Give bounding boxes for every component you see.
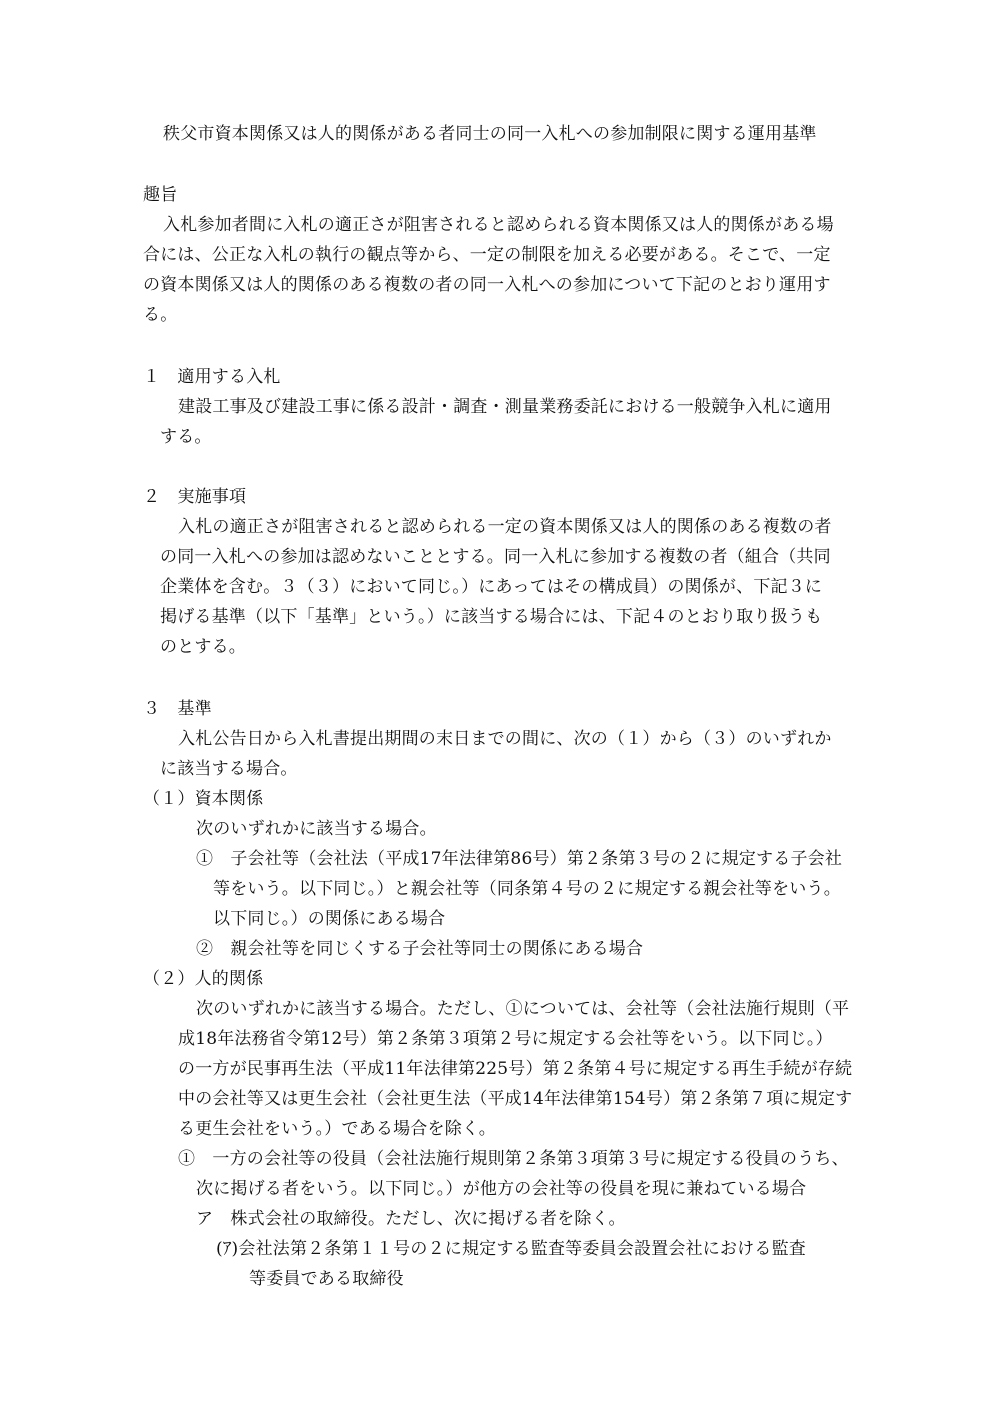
purpose-heading: 趣旨	[143, 185, 178, 205]
subsection-2-line: 中の会社等又は更生会社（会社更生法（平成14年法律第154号）第２条第７項に規定す	[178, 1089, 853, 1109]
subsection-1-item-2: ② 親会社等を同じくする子会社等同士の関係にある場合	[196, 939, 644, 959]
subsection-2-line: る更生会社をいう。）である場合を除く。	[178, 1119, 496, 1139]
subsection-1-item-1-line: ① 子会社等（会社法（平成17年法律第86号）第２条第３号の２に規定する子会社	[196, 849, 843, 869]
subsection-2-item-1-a-i-line: 等委員である取締役	[249, 1269, 404, 1289]
subsection-2-line: 次のいずれかに該当する場合。ただし、①については、会社等（会社法施行規則（平	[196, 999, 850, 1019]
section-1-line: 建設工事及び建設工事に係る設計・調査・測量業務委託における一般競争入札に適用	[178, 397, 832, 417]
subsection-2-item-1-a: ア 株式会社の取締役。ただし、次に掲げる者を除く。	[196, 1209, 626, 1229]
subsection-1-item-1-line: 等をいう。以下同じ。）と親会社等（同条第４号の２に規定する親会社等をいう。	[213, 879, 841, 899]
subsection-2-line: 成18年法務省令第12号）第２条第３項第２号に規定する会社等をいう。以下同じ。）	[178, 1029, 833, 1049]
purpose-line: の資本関係又は人的関係のある複数の者の同一入札への参加について下記のとおり運用す	[143, 275, 831, 295]
section-2-line: 入札の適正さが阻害されると認められる一定の資本関係又は人的関係のある複数の者	[178, 517, 832, 537]
document-title: 秩父市資本関係又は人的関係がある者同士の同一入札への参加制限に関する運用基準	[163, 124, 817, 144]
section-2-line: のとする。	[160, 637, 246, 657]
purpose-line: 入札参加者間に入札の適正さが阻害されると認められる資本関係又は人的関係がある場	[163, 215, 834, 235]
purpose-line: る。	[143, 305, 178, 325]
subsection-1-item-1-line: 以下同じ。）の関係にある場合	[213, 909, 446, 929]
section-1-line: する。	[160, 427, 212, 447]
subsection-2-item-1-line: ① 一方の会社等の役員（会社法施行規則第２条第３項第３号に規定する役員のうち、	[178, 1149, 849, 1169]
subsection-2-item-1-a-i-line: (ｱ)会社法第２条第１１号の２に規定する監査等委員会設置会社における監査	[216, 1239, 806, 1259]
subsection-1-intro: 次のいずれかに該当する場合。	[196, 819, 437, 839]
section-1-heading: １ 適用する入札	[143, 367, 281, 387]
section-3-line: に該当する場合。	[160, 759, 298, 779]
purpose-line: 合には、公正な入札の執行の観点等から、一定の制限を加える必要がある。そこで、一定	[143, 245, 831, 265]
section-2-line: 掲げる基準（以下「基準」という。）に該当する場合には、下記４のとおり取り扱うも	[160, 607, 823, 627]
section-2-line: 企業体を含む。３（３）において同じ。）にあってはその構成員）の関係が、下記３に	[160, 577, 823, 597]
section-3-heading: ３ 基準	[143, 699, 212, 719]
subsection-2-item-1-line: 次に掲げる者をいう。以下同じ。）が他方の会社等の役員を現に兼ねている場合	[196, 1179, 807, 1199]
subsection-1-heading: （１）資本関係	[143, 789, 264, 809]
subsection-2-heading: （２）人的関係	[143, 969, 264, 989]
section-3-line: 入札公告日から入札書提出期間の末日までの間に、次の（１）から（３）のいずれか	[178, 729, 832, 749]
subsection-2-line: の一方が民事再生法（平成11年法律第225号）第２条第４号に規定する再生手続が存続	[178, 1059, 853, 1079]
section-2-heading: ２ 実施事項	[143, 487, 247, 507]
section-2-line: の同一入札への参加は認めないこととする。同一入札に参加する複数の者（組合（共同	[160, 547, 831, 567]
